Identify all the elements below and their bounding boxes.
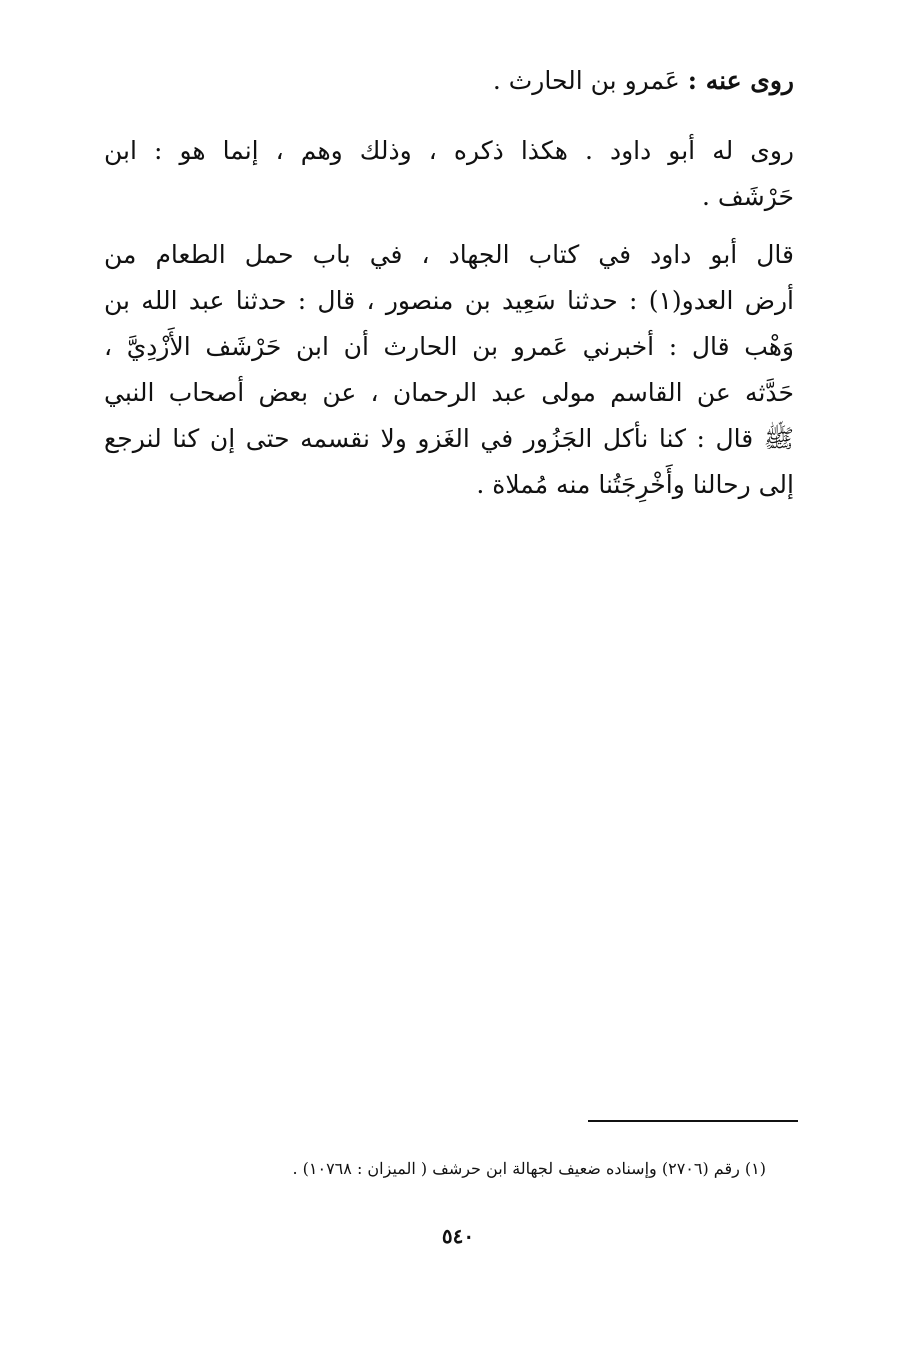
note-line-2: حَرْشَف . <box>702 182 794 211</box>
narrators-line <box>104 58 794 104</box>
hadith-line-6: إلى رحالنا وأَخْرِجَتُنا منه مُملاة . <box>476 470 794 499</box>
footnote: (١) رقم (٢٧٠٦) وإسناده ضعيف لجهالة ابن حرشف ( الميزان : ١٠٧٦٨) . <box>292 1159 766 1178</box>
hadith-line-3: وَهْب قال : أخبرني عَمرو بن الحارث أن ابن حَرْشَف الأَزْدِيَّ ، <box>104 332 794 361</box>
note-line-1: روى له أبو داود . هكذا ذكره ، وذلك وهم ، إنما هو : ابن <box>104 136 794 165</box>
narrators-label: روى عنه : <box>687 66 794 95</box>
hadith-line-1: قال أبو داود في كتاب الجهاد ، في باب حمل الطعام من <box>104 240 794 269</box>
narrators-paragraph <box>104 58 794 104</box>
hadith-line-4: حَدَّثه عن القاسم مولى عبد الرحمان ، عن بعض أصحاب النبي <box>104 378 794 407</box>
note-paragraph <box>104 128 794 220</box>
narrators-text: عَمرو بن الحارث . <box>492 66 680 95</box>
hadith-line-5: ﷺ قال : كنا نأكل الجَزُور في الغَزو ولا نقسمه حتى إن كنا لنرجع <box>104 424 794 453</box>
page-number: ٥٤٠ <box>441 1224 475 1248</box>
hadith-line-2: أرض العدو(١) : حدثنا سَعِيد بن منصور ، قال : حدثنا عبد الله بن <box>104 286 795 315</box>
hadith-paragraph <box>104 232 794 508</box>
footnote-divider <box>588 1120 798 1122</box>
